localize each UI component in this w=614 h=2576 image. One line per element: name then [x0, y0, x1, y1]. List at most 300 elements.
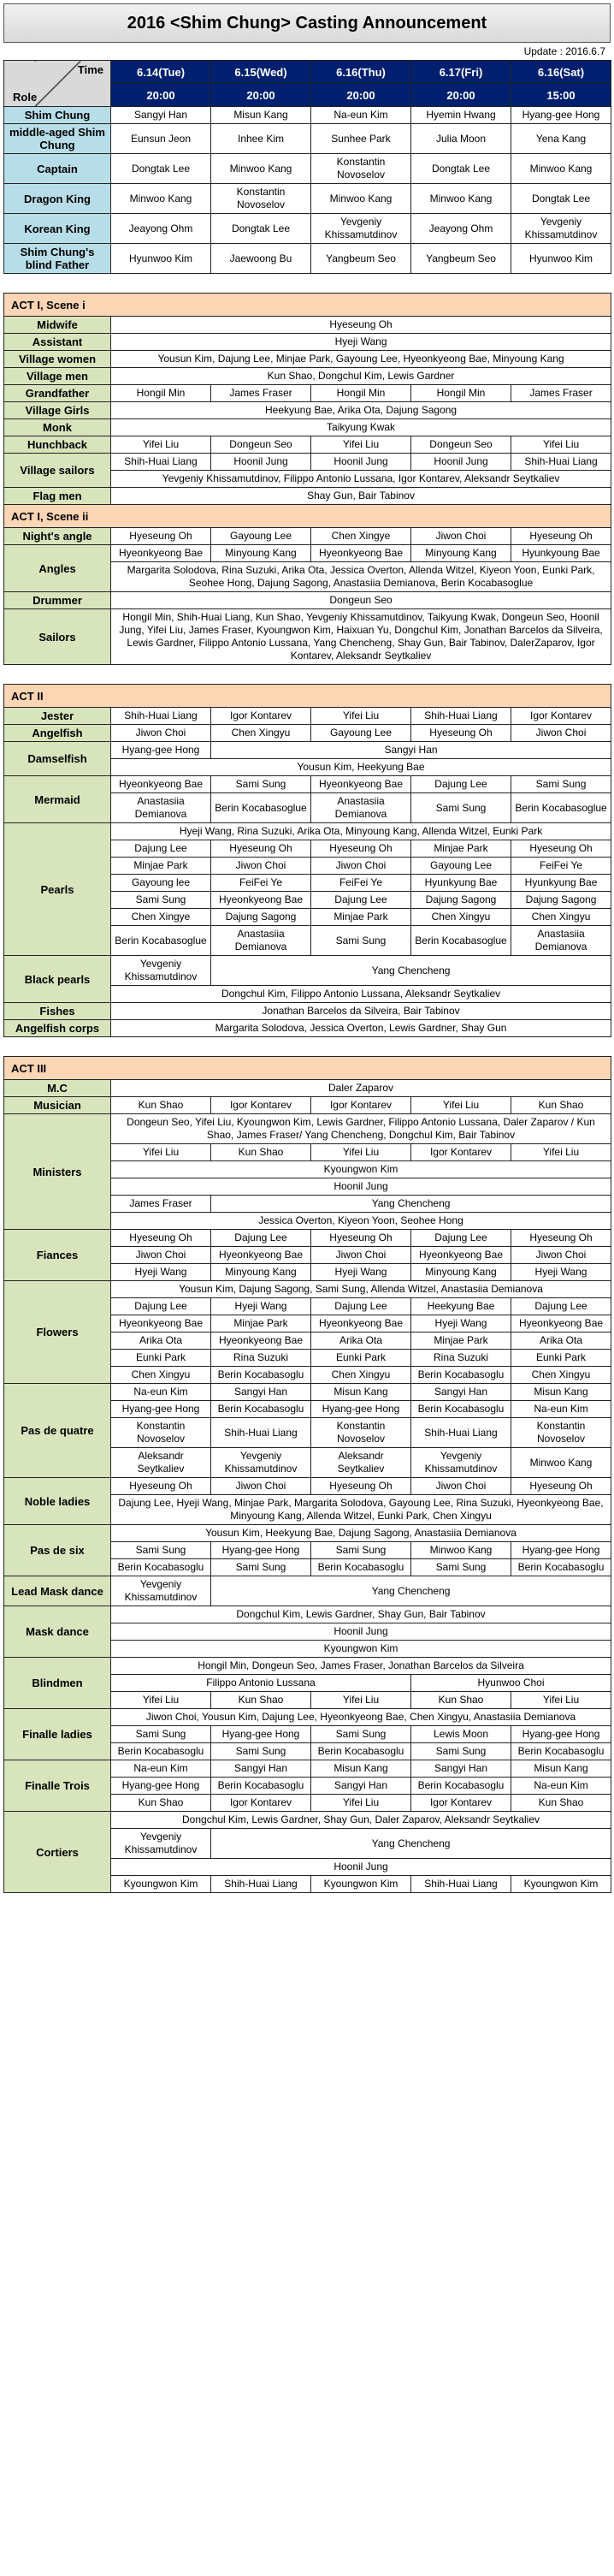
cast-cell: Minyoung Kang: [211, 1264, 311, 1281]
cast-cell: Taikyung Kwak: [111, 419, 611, 436]
cast-cell: Hyeji Wang: [511, 1264, 611, 1281]
cast-cell: Hyeonkyeong Bae: [211, 1247, 311, 1264]
cast-cell: Chen Xingyu: [411, 909, 511, 926]
cast-cell: Hyeonkyeong Bae: [311, 776, 411, 793]
role-name: Pas de six: [4, 1525, 111, 1576]
cast-cell: Margarita Solodova, Rina Suzuki, Arika Ota, Jessica Overton, Allenda Witzel, Kiyeon Yoon, Eunki Park, Seohee Hong, Dajung Sagong, Anastasiia Demianova, Berin Kocabasoglue: [111, 562, 611, 592]
cast-cell: Chen Xingyu: [311, 1367, 411, 1384]
cast-cell: Berin Kocabasoglu: [111, 1559, 211, 1576]
cast-cell: Kyoungwon Kim: [111, 1641, 611, 1658]
cast-cell: Jonathan Barcelos da Silveira, Bair Tabinov: [111, 1003, 611, 1020]
cast-cell: Shih-Huai Liang: [211, 1876, 311, 1893]
cast-cell: Yifei Liu: [511, 436, 611, 454]
cast-cell: Minwoo Kang: [411, 184, 511, 214]
cast-cell: Sami Sung: [411, 1743, 511, 1760]
cast-cell: Dajung Lee: [511, 1298, 611, 1315]
cast-cell: Yevgeniy Khissamutdinov: [411, 1448, 511, 1478]
cast-cell: Konstantin Novoselov: [211, 184, 311, 214]
row-shim-chung: [4, 107, 611, 124]
cast-cell: Hongil Min: [411, 385, 511, 402]
cast-cell: Hyeji Wang: [311, 1264, 411, 1281]
cast-cell: Hoonil Jung: [211, 454, 311, 471]
cast-cell: Hyeonkyeong Bae: [511, 1315, 611, 1333]
cast-cell: Hyang-gee Hong: [511, 107, 611, 124]
cast-cell: Dajung Sagong: [511, 892, 611, 909]
cast-cell: Jessica Overton, Kiyeon Yoon, Seohee Hong: [111, 1213, 611, 1230]
cast-cell: Hyeseung Oh: [511, 1478, 611, 1495]
cast-cell: Igor Kontarev: [311, 1097, 411, 1114]
cast-cell: Yangbeum Seo: [411, 244, 511, 274]
role-name: Drummer: [4, 592, 111, 609]
cast-cell: Na-eun Kim: [111, 1384, 211, 1401]
cast-cell: Misun Kang: [511, 1760, 611, 1778]
cast-cell: Gayoung Lee: [311, 725, 411, 742]
cast-cell: Dongeun Seo: [111, 592, 611, 609]
cast-cell: Yifei Liu: [311, 1692, 411, 1709]
cast-cell: Berin Kocabasoglu: [311, 1743, 411, 1760]
cast-cell: Berin Kocabasoglue: [111, 926, 211, 956]
cast-cell: Shay Gun, Bair Tabinov: [111, 488, 611, 505]
cast-cell: FeiFei Ye: [211, 875, 311, 892]
cast-cell: Hyunwoo Choi: [411, 1675, 611, 1692]
role-name: M.C: [4, 1080, 111, 1097]
cast-cell: Heekyung Bae, Arika Ota, Dajung Sagong: [111, 402, 611, 419]
role-name: middle-aged Shim Chung: [4, 124, 111, 154]
role-name: Captain: [4, 154, 111, 184]
cast-cell: FeiFei Ye: [511, 858, 611, 875]
act1-table: [3, 293, 611, 665]
cast-cell: Minjae Park: [311, 909, 411, 926]
cast-cell: Hyeonkyeong Bae: [211, 1333, 311, 1350]
act-title: ACT I, Scene ii: [4, 505, 611, 528]
role-name: Ministers: [4, 1114, 111, 1230]
cast-cell: Yevgeniy Khissamutdinov: [311, 214, 411, 244]
cast-cell: Sami Sung: [111, 892, 211, 909]
cast-cell: Yifei Liu: [511, 1144, 611, 1161]
cast-cell: Jeayong Ohm: [411, 214, 511, 244]
cast-cell: Jeayong Ohm: [111, 214, 211, 244]
role-name: Fiances: [4, 1230, 111, 1281]
cast-cell: Chen Xingyu: [511, 1367, 611, 1384]
cast-cell: Dongchul Kim, Filippo Antonio Lussana, Aleksandr Seytkaliev: [111, 986, 611, 1003]
role-name: Finalle ladies: [4, 1709, 111, 1760]
time-header: 15:00: [511, 84, 611, 107]
cast-cell: Anastasiia Demianova: [111, 793, 211, 823]
cast-cell: Minjae Park: [411, 840, 511, 858]
cast-cell: Igor Kontarev: [411, 1795, 511, 1812]
cast-cell: Chen Xingye: [111, 909, 211, 926]
cast-cell: Shih-Huai Liang: [211, 1418, 311, 1448]
cast-cell: Hyeonkyeong Bae: [411, 1247, 511, 1264]
page: [3, 3, 611, 1893]
cast-cell: Hyeonkyeong Bae: [211, 892, 311, 909]
cast-cell: Sami Sung: [111, 1542, 211, 1559]
act-title: ACT I, Scene i: [4, 294, 611, 317]
cast-cell: Hyang-gee Hong: [211, 1542, 311, 1559]
row-captain: [4, 154, 611, 184]
cast-cell: Eunki Park: [511, 1350, 611, 1367]
cast-cell: Hyunkyoung Bae: [511, 545, 611, 562]
cast-cell: Hyang-gee Hong: [211, 1726, 311, 1743]
cast-cell: Chen Xingyu: [511, 909, 611, 926]
role-name: Hunchback: [4, 436, 111, 454]
cast-cell: Yifei Liu: [511, 1692, 611, 1709]
cast-cell: Hyeseung Oh: [111, 1230, 211, 1247]
cast-cell: Misun Kang: [511, 1384, 611, 1401]
cast-cell: Sangyi Han: [411, 1384, 511, 1401]
cast-cell: Yifei Liu: [111, 436, 211, 454]
cast-cell: Kyoungwon Kim: [311, 1876, 411, 1893]
cast-cell: Yousun Kim, Dajung Sagong, Sami Sung, Allenda Witzel, Anastasiia Demianova: [111, 1281, 611, 1298]
cast-cell: Hyeseung Oh: [311, 1230, 411, 1247]
row-middle-aged: [4, 124, 611, 154]
cast-cell: Sunhee Park: [311, 124, 411, 154]
cast-cell: Hoonil Jung: [111, 1859, 611, 1876]
cast-cell: Yifei Liu: [311, 436, 411, 454]
cast-cell: Sangyi Han: [311, 1778, 411, 1795]
role-name: Flag men: [4, 488, 111, 505]
role-name: Night's angle: [4, 528, 111, 545]
cast-cell: Hongil Min, Dongeun Seo, James Fraser, Jonathan Barcelos da Silveira: [111, 1658, 611, 1675]
cast-cell: Konstantin Novoselov: [511, 1418, 611, 1448]
cast-cell: Berin Kocabasoglu: [211, 1367, 311, 1384]
cast-cell: Misun Kang: [211, 107, 311, 124]
role-name: Sailors: [4, 609, 111, 665]
cast-cell: Eunsun Jeon: [111, 124, 211, 154]
cast-cell: Eunki Park: [311, 1350, 411, 1367]
time-label: Time: [77, 63, 103, 76]
role-name: Mask dance: [4, 1606, 111, 1658]
cast-cell: Dongeun Seo: [211, 436, 311, 454]
page-title: 2016 <Shim Chung> Casting Announcement: [3, 3, 611, 43]
row-dragon-king: [4, 184, 611, 214]
cast-cell: Hongil Min: [311, 385, 411, 402]
time-header: 20:00: [111, 84, 211, 107]
role-name: Assistant: [4, 334, 111, 351]
cast-cell: Dajung Sagong: [411, 892, 511, 909]
role-name: Finalle Trois: [4, 1760, 111, 1812]
date-header: 6.14(Tue): [111, 61, 211, 84]
act-title: ACT II: [4, 685, 611, 708]
cast-cell: Na-eun Kim: [511, 1778, 611, 1795]
cast-cell: Yangbeum Seo: [311, 244, 411, 274]
date-header: 6.16(Sat): [511, 61, 611, 84]
cast-cell: Na-eun Kim: [111, 1760, 211, 1778]
role-name: Black pearls: [4, 956, 111, 1003]
cast-cell: Sami Sung: [411, 1559, 511, 1576]
cast-cell: Hyeseung Oh: [211, 840, 311, 858]
cast-cell: Minyoung Kang: [411, 1264, 511, 1281]
role-name: Mermaid: [4, 776, 111, 823]
cast-cell: Hyeji Wang: [111, 334, 611, 351]
cast-cell: Minwoo Kang: [111, 184, 211, 214]
cast-cell: Yang Chencheng: [211, 1829, 611, 1859]
cast-cell: Igor Kontarev: [211, 1097, 311, 1114]
cast-cell: Sami Sung: [311, 1726, 411, 1743]
cast-cell: Dongchul Kim, Lewis Gardner, Shay Gun, Daler Zaparov, Aleksandr Seytkaliev: [111, 1812, 611, 1829]
role-name: Village sailors: [4, 454, 111, 488]
cast-cell: Dajung Lee: [311, 1298, 411, 1315]
role-name: Shim Chung's blind Father: [4, 244, 111, 274]
cast-cell: Minwoo Kang: [311, 184, 411, 214]
role-name: Noble ladies: [4, 1478, 111, 1525]
cast-cell: FeiFei Ye: [311, 875, 411, 892]
cast-cell: Hoonil Jung: [111, 1623, 611, 1641]
role-name: Village Girls: [4, 402, 111, 419]
role-name: Flowers: [4, 1281, 111, 1384]
time-header: 20:00: [211, 84, 311, 107]
cast-cell: Julia Moon: [411, 124, 511, 154]
act3-table: [3, 1056, 611, 1893]
role-name: Fishes: [4, 1003, 111, 1020]
cast-cell: Konstantin Novoselov: [311, 1418, 411, 1448]
date-header: 6.15(Wed): [211, 61, 311, 84]
cast-cell: Inhee Kim: [211, 124, 311, 154]
cast-cell: Hyeji Wang: [211, 1298, 311, 1315]
role-name: Korean King: [4, 214, 111, 244]
cast-cell: Sangyi Han: [411, 1760, 511, 1778]
act-title: ACT III: [4, 1057, 611, 1080]
cast-cell: Lewis Moon: [411, 1726, 511, 1743]
cast-cell: Dajung Lee: [111, 1298, 211, 1315]
update-date: Update : 2016.6.7: [523, 45, 605, 57]
cast-cell: Yifei Liu: [311, 1144, 411, 1161]
cast-cell: Hyeseung Oh: [411, 725, 511, 742]
cast-cell: Sangyi Han: [211, 742, 611, 759]
role-name: Pearls: [4, 823, 111, 956]
cast-cell: Gayoung Lee: [411, 858, 511, 875]
cast-cell: Sami Sung: [511, 776, 611, 793]
cast-cell: Eunki Park: [111, 1350, 211, 1367]
cast-cell: Dongtak Lee: [111, 154, 211, 184]
cast-cell: Misun Kang: [311, 1384, 411, 1401]
cast-cell: Yifei Liu: [411, 1097, 511, 1114]
cast-cell: Heekyung Bae: [411, 1298, 511, 1315]
cast-cell: Dongeun Seo: [411, 436, 511, 454]
cast-cell: Anastasiia Demianova: [311, 793, 411, 823]
cast-cell: Sami Sung: [311, 926, 411, 956]
cast-cell: Kun Shao: [511, 1097, 611, 1114]
cast-cell: Aleksandr Seytkaliev: [311, 1448, 411, 1478]
cast-cell: Igor Kontarev: [211, 1795, 311, 1812]
role-name: Monk: [4, 419, 111, 436]
cast-cell: Hyeji Wang: [111, 1264, 211, 1281]
time-header: 20:00: [411, 84, 511, 107]
cast-cell: Yifei Liu: [311, 708, 411, 725]
cast-cell: Dongeun Seo, Yifei Liu, Kyoungwon Kim, Lewis Gardner, Filippo Antonio Lussana, Daler Zaparov / Kun Shao, James Fraser/ Yang Chencheng, Dongchul Kim, Bair Tabinov: [111, 1114, 611, 1144]
cast-table: [3, 60, 611, 274]
cast-cell: Yifei Liu: [111, 1144, 211, 1161]
cast-cell: Berin Kocabasoglu: [311, 1559, 411, 1576]
cast-cell: Kun Shao: [211, 1692, 311, 1709]
cast-cell: Na-eun Kim: [511, 1401, 611, 1418]
cast-cell: Kyoungwon Kim: [511, 1876, 611, 1893]
cast-cell: Yifei Liu: [111, 1692, 211, 1709]
role-time-header: [4, 61, 111, 107]
cast-cell: Gayoung lee: [111, 875, 211, 892]
row-blind-father: [4, 244, 611, 274]
spacer: [3, 665, 611, 684]
cast-cell: Jiwon Choi: [411, 528, 511, 545]
role-name: Angelfish: [4, 725, 111, 742]
time-header: 20:00: [311, 84, 411, 107]
cast-cell: Kyoungwon Kim: [111, 1876, 211, 1893]
cast-cell: Yevgeniy Khissamutdinov: [111, 1576, 211, 1606]
cast-cell: Berin Kocabasoglu: [411, 1778, 511, 1795]
cast-cell: Dajung Lee: [211, 1230, 311, 1247]
cast-cell: Rina Suzuki: [211, 1350, 311, 1367]
cast-cell: Dajung Sagong: [211, 909, 311, 926]
cast-cell: Sami Sung: [111, 1726, 211, 1743]
cast-cell: Minwoo Kang: [511, 154, 611, 184]
cast-cell: Yang Chencheng: [211, 1196, 611, 1213]
cast-cell: Minyoung Kang: [411, 545, 511, 562]
role-name: Cortiers: [4, 1812, 111, 1893]
cast-cell: Sangyi Han: [211, 1760, 311, 1778]
cast-cell: Daler Zaparov: [111, 1080, 611, 1097]
cast-cell: Jiwon Choi, Yousun Kim, Dajung Lee, Hyeonkyeong Bae, Chen Xingyu, Anastasiia Demianova: [111, 1709, 611, 1726]
cast-cell: Hyeseung Oh: [511, 1230, 611, 1247]
cast-cell: Yousun Kim, Heekyung Bae: [111, 759, 611, 776]
cast-cell: Berin Kocabasoglu: [511, 1743, 611, 1760]
cast-cell: Sami Sung: [411, 793, 511, 823]
cast-cell: Hyeseung Oh: [311, 840, 411, 858]
role-name: Angles: [4, 545, 111, 592]
cast-cell: Kun Shao: [211, 1144, 311, 1161]
cast-cell: Shih-Huai Liang: [111, 708, 211, 725]
spacer: [3, 1037, 611, 1056]
cast-cell: Yevgeniy Khissamutdinov: [211, 1448, 311, 1478]
cast-cell: Hoonil Jung: [411, 454, 511, 471]
spacer: [3, 274, 611, 293]
cast-cell: James Fraser: [511, 385, 611, 402]
cast-cell: Hyeseung Oh: [511, 528, 611, 545]
cast-cell: Berin Kocabasoglu: [211, 1778, 311, 1795]
cast-cell: Hoonil Jung: [111, 1178, 611, 1196]
cast-cell: Berin Kocabasoglu: [411, 1367, 511, 1384]
cast-cell: Minjae Park: [211, 1315, 311, 1333]
cast-cell: Arika Ota: [511, 1333, 611, 1350]
cast-cell: Yena Kang: [511, 124, 611, 154]
cast-cell: Hongil Min, Shih-Huai Liang, Kun Shao, Yevgeniy Khissamutdinov, Taikyung Kwak, Dongeun Seo, Hoonil Jung, Yifei Liu, James Fraser, Kyoungwon Kim, Haixuan Yu, Dongchul Kim, Jonathan Barcelos da Silveira, Lewis Gardner, Filippo Antonio Lussana, Yang Chencheng, Shay Gun, Bair Tabinov, DalerZaparov, Igor Kontarev, Aleksandr Seytkaliev: [111, 609, 611, 665]
role-name: Lead Mask dance: [4, 1576, 111, 1606]
cast-cell: Sangyi Han: [111, 107, 211, 124]
cast-cell: Dongtak Lee: [211, 214, 311, 244]
cast-cell: Yevgeniy Khissamutdinov, Filippo Antonio Lussana, Igor Kontarev, Aleksandr Seytkaliev: [111, 471, 611, 488]
cast-cell: Minwoo Kang: [511, 1448, 611, 1478]
cast-cell: Hyang-gee Hong: [111, 1778, 211, 1795]
cast-cell: Hoonil Jung: [311, 454, 411, 471]
cast-cell: Kun Shao, Dongchul Kim, Lewis Gardner: [111, 368, 611, 385]
cast-cell: Igor Kontarev: [411, 1144, 511, 1161]
cast-cell: Hyunwoo Kim: [511, 244, 611, 274]
cast-cell: Dongtak Lee: [511, 184, 611, 214]
cast-cell: Hyunkyung Bae: [411, 875, 511, 892]
role-name: Pas de quatre: [4, 1384, 111, 1478]
cast-cell: Rina Suzuki: [411, 1350, 511, 1367]
cast-cell: Yousun Kim, Heekyung Bae, Dajung Sagong, Anastasiia Demianova: [111, 1525, 611, 1542]
cast-cell: Gayoung Lee: [211, 528, 311, 545]
cast-cell: Shih-Huai Liang: [511, 454, 611, 471]
cast-cell: Berin Kocabasoglu: [511, 1559, 611, 1576]
cast-cell: Anastasiia Demianova: [511, 926, 611, 956]
cast-cell: Yevgeniy Khissamutdinov: [111, 956, 211, 986]
cast-cell: Jiwon Choi: [511, 1247, 611, 1264]
cast-cell: Sami Sung: [311, 1542, 411, 1559]
cast-cell: Dajung Lee: [411, 776, 511, 793]
role-name: Blindmen: [4, 1658, 111, 1709]
cast-cell: Jiwon Choi: [211, 1478, 311, 1495]
cast-cell: Konstantin Novoselov: [111, 1418, 211, 1448]
cast-cell: Hyang-gee Hong: [311, 1401, 411, 1418]
cast-cell: Kun Shao: [111, 1097, 211, 1114]
cast-cell: Konstantin Novoselov: [311, 154, 411, 184]
cast-cell: Yang Chencheng: [211, 956, 611, 986]
cast-cell: James Fraser: [211, 385, 311, 402]
cast-cell: Dajung Lee: [311, 892, 411, 909]
cast-cell: Berin Kocabasoglue: [411, 926, 511, 956]
cast-cell: Yang Chencheng: [211, 1576, 611, 1606]
role-name: Angelfish corps: [4, 1020, 111, 1037]
cast-cell: Hyunwoo Kim: [111, 244, 211, 274]
cast-cell: Hyeseung Oh: [111, 528, 211, 545]
cast-cell: Shih-Huai Liang: [411, 1876, 511, 1893]
cast-cell: Hyang-gee Hong: [111, 1401, 211, 1418]
cast-cell: Hyeji Wang: [411, 1315, 511, 1333]
date-header: 6.16(Thu): [311, 61, 411, 84]
row-korean-king: [4, 214, 611, 244]
date-header: 6.17(Fri): [411, 61, 511, 84]
cast-cell: Jiwon Choi: [511, 725, 611, 742]
cast-cell: Jiwon Choi: [411, 1478, 511, 1495]
cast-cell: Hyeonkyeong Bae: [311, 1315, 411, 1333]
cast-cell: Hyang-gee Hong: [511, 1542, 611, 1559]
cast-cell: Dajung Lee: [411, 1230, 511, 1247]
cast-cell: Hyeseung Oh: [111, 317, 611, 334]
role-name: Shim Chung: [4, 107, 111, 124]
cast-cell: Berin Kocabasoglu: [211, 1401, 311, 1418]
cast-cell: Arika Ota: [311, 1333, 411, 1350]
role-name: Grandfather: [4, 385, 111, 402]
cast-cell: James Fraser: [111, 1196, 211, 1213]
cast-cell: Hyeseung Oh: [511, 840, 611, 858]
cast-cell: Jiwon Choi: [111, 1247, 211, 1264]
cast-cell: Dajung Lee, Hyeji Wang, Minjae Park, Margarita Solodova, Gayoung Lee, Rina Suzuki, Hyeonkyeong Bae, Minyoung Kang, Allenda Witzel, Eunki Park, Chen Xingyu: [111, 1495, 611, 1525]
cast-cell: Aleksandr Seytkaliev: [111, 1448, 211, 1478]
cast-cell: Hyeseung Oh: [311, 1478, 411, 1495]
role-name: Jester: [4, 708, 111, 725]
cast-cell: Jiwon Choi: [311, 1247, 411, 1264]
cast-cell: Dajung Lee: [111, 840, 211, 858]
role-name: Musician: [4, 1097, 111, 1114]
cast-cell: Dongtak Lee: [411, 154, 511, 184]
cast-cell: Hyeseung Oh: [111, 1478, 211, 1495]
cast-cell: Hyang-gee Hong: [111, 742, 211, 759]
cast-cell: Minjae Park: [411, 1333, 511, 1350]
role-name: Village women: [4, 351, 111, 368]
cast-cell: Shih-Huai Liang: [411, 1418, 511, 1448]
cast-cell: Jiwon Choi: [211, 858, 311, 875]
cast-cell: Sami Sung: [211, 776, 311, 793]
cast-cell: Hyeji Wang, Rina Suzuki, Arika Ota, Minyoung Kang, Allenda Witzel, Eunki Park: [111, 823, 611, 840]
cast-cell: Minwoo Kang: [211, 154, 311, 184]
role-name: Village men: [4, 368, 111, 385]
cast-cell: Hyemin Hwang: [411, 107, 511, 124]
role-name: Midwife: [4, 317, 111, 334]
cast-cell: Igor Kontarev: [211, 708, 311, 725]
cast-cell: Margarita Solodova, Jessica Overton, Lewis Gardner, Shay Gun: [111, 1020, 611, 1037]
cast-cell: Minwoo Kang: [411, 1542, 511, 1559]
